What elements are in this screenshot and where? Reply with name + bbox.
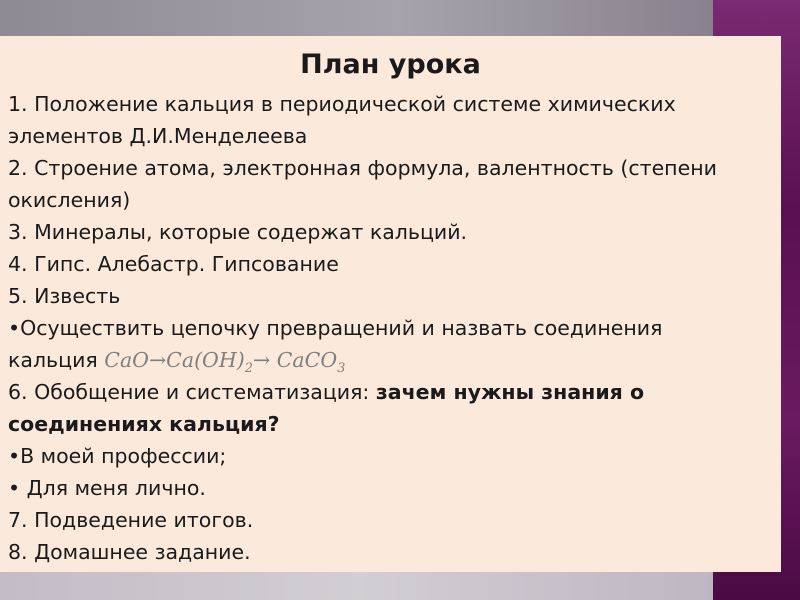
plan-item-7: 7. Подведение итогов.	[8, 508, 254, 532]
item-6-prefix: 6. Обобщение и систематизация:	[8, 380, 376, 404]
chain-prefix: кальция	[8, 348, 105, 372]
plan-item-8: 8. Домашнее задание.	[8, 540, 251, 564]
top-stripe	[0, 0, 800, 36]
plan-item-5: 5. Известь	[8, 284, 121, 308]
plan-item-6-line-2: соединениях кальция?	[8, 412, 280, 436]
lesson-plan-list	[8, 88, 778, 568]
plan-item-2-line-2: окисления)	[8, 188, 131, 212]
plan-bullet-chain: •Осуществить цепочку превращений и назвать соединения	[8, 316, 663, 340]
plan-item-3: 3. Минералы, которые содержат кальций.	[8, 220, 468, 244]
chemical-formula	[104, 348, 346, 377]
plan-item-1-line-1: 1. Положение кальция в периодической системе химических	[8, 92, 676, 116]
formula-part-2: → CaCO	[253, 348, 338, 372]
slide-content	[0, 36, 781, 572]
plan-bullet-profession: •В моей профессии;	[8, 444, 227, 468]
slide-title: План урока	[300, 49, 481, 80]
plan-item-6-line-1	[8, 376, 778, 408]
plan-bullet-personal: • Для меня лично.	[8, 476, 206, 500]
item-6-bold-question: зачем нужны знания о	[375, 380, 645, 404]
plan-item-2-line-1: 2. Строение атома, электронная формула, валентность (степени	[8, 156, 717, 180]
formula-subscript-2: 3	[337, 361, 346, 377]
plan-chain-formula-line	[8, 344, 778, 376]
formula-part-1: CaO→Ca(OH)	[104, 348, 245, 372]
formula-subscript-1: 2	[244, 361, 254, 377]
plan-item-4: 4. Гипс. Алебастр. Гипсование	[8, 252, 339, 276]
plan-item-1-line-2: элементов Д.И.Менделеева	[8, 124, 308, 148]
